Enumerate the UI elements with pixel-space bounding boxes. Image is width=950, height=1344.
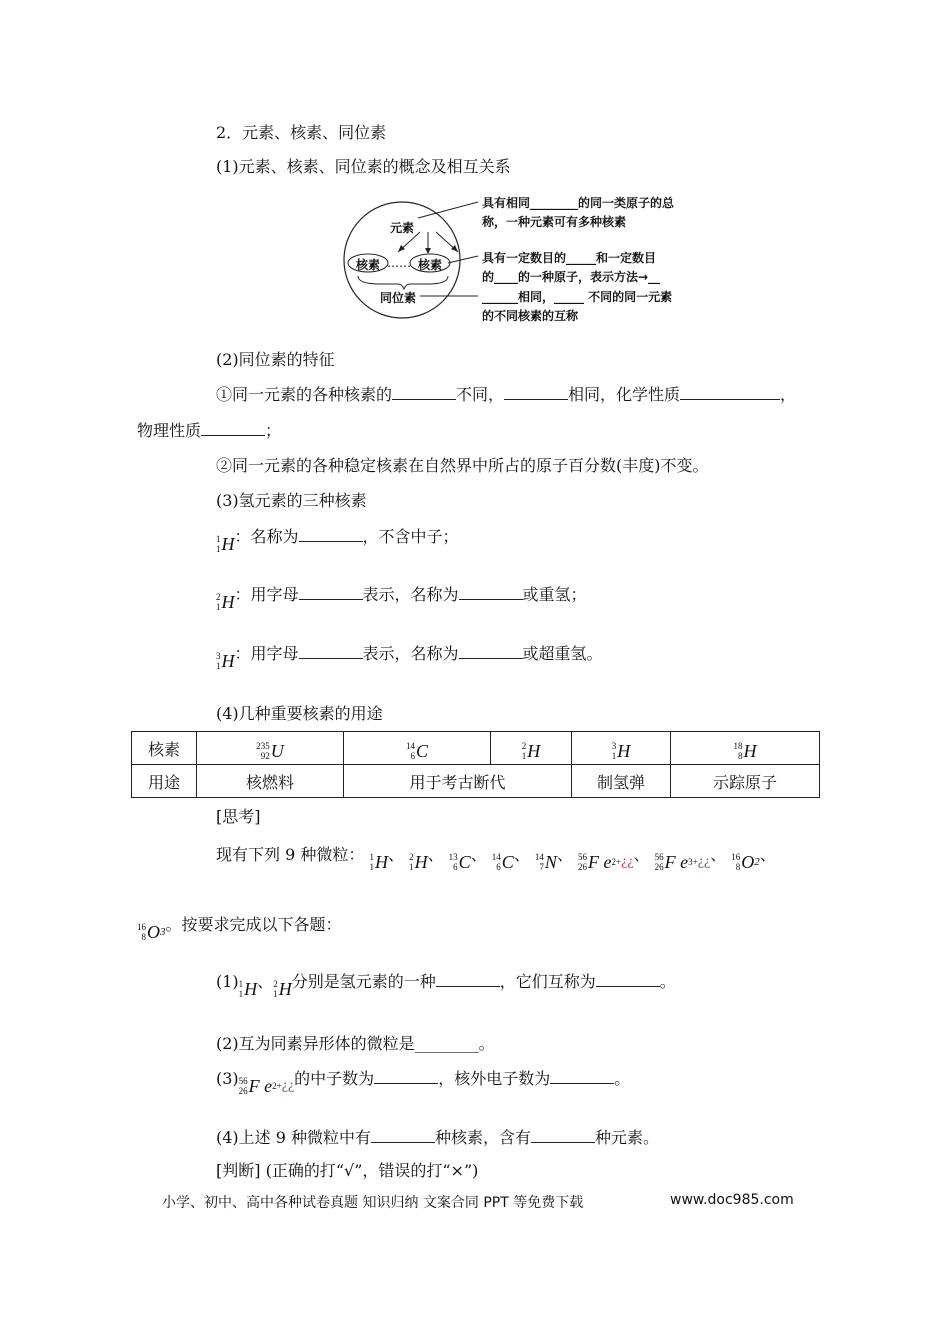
separator: 、 bbox=[759, 845, 776, 864]
particle-o2: 16 8 O 2 bbox=[731, 851, 760, 872]
blank bbox=[680, 385, 780, 400]
separator: 、 bbox=[513, 845, 530, 864]
feature-2: ②同一元素的各种稳定核素在自然界中所占的原子百分数(丰度)不变。 bbox=[216, 456, 709, 475]
question-1 bbox=[216, 969, 676, 1000]
subheading-concepts: (1)元素、核素、同位素的概念及相互关系 bbox=[216, 157, 511, 176]
text: ：用字母 bbox=[234, 644, 299, 663]
text: 相同，化学性质 bbox=[568, 385, 681, 404]
separator: 、 bbox=[427, 845, 444, 864]
footer-text: 小学、初中、高中各种试卷真题 知识归纳 文案合同 PPT 等免费下载 bbox=[162, 1195, 584, 1211]
diagram-note-nuclide-1: 具有一定数目的_____和一定数目 bbox=[482, 251, 657, 265]
nuclide-h3: 3 1 H bbox=[216, 650, 235, 671]
text: ：用字母 bbox=[234, 585, 299, 604]
text: 物理性质 bbox=[137, 421, 202, 440]
question-2: (2)互为同素异形体的微粒是________。 bbox=[216, 1034, 495, 1053]
separator: 、 bbox=[633, 845, 650, 864]
blank bbox=[299, 644, 363, 659]
nuclide-h2: 2 1 H bbox=[216, 591, 235, 612]
text: (1) bbox=[216, 972, 239, 991]
subheading-features: (2)同位素的特征 bbox=[216, 350, 335, 369]
text: ①同一元素的各种核素的 bbox=[216, 385, 393, 404]
text: 分别是氢元素的一种 bbox=[291, 972, 436, 991]
blank bbox=[201, 421, 265, 436]
particle-n14: 14 7 N bbox=[534, 851, 557, 872]
text: ，不含中子； bbox=[362, 527, 459, 546]
table-cell-use-4: 示踪原子 bbox=[671, 765, 820, 798]
blank bbox=[596, 972, 660, 987]
text: 不同， bbox=[456, 385, 505, 404]
feature-1-line-1 bbox=[216, 382, 796, 405]
particle-h1: 1 1 H bbox=[369, 851, 388, 872]
particle-h2: 2 1 H bbox=[409, 851, 428, 872]
question-4 bbox=[216, 1125, 659, 1148]
text: ：名称为 bbox=[234, 527, 299, 546]
blank bbox=[459, 644, 523, 659]
diagram-isotope-label: 同位素 bbox=[380, 291, 417, 305]
blank bbox=[504, 385, 568, 400]
text: 种元素。 bbox=[595, 1128, 660, 1147]
separator: 、 bbox=[710, 845, 727, 864]
hydrogen-tritium-line bbox=[216, 641, 603, 672]
diagram-note-nuclide-2: 的____的一种原子，表示方法→__ bbox=[482, 270, 661, 284]
nuclide-h1: 1 1 H bbox=[238, 978, 258, 999]
particle-o3: 16 8 O 3 bbox=[137, 921, 166, 942]
diagram-nuclide-right: 核素 bbox=[418, 258, 443, 272]
text: (3) bbox=[216, 1069, 239, 1088]
hydrogen-protium-line bbox=[216, 524, 459, 555]
nuclide-h1: 1 1 H bbox=[216, 533, 235, 554]
section-title: 2．元素、核素、同位素 bbox=[216, 123, 387, 142]
table-header-nuclide: 核素 bbox=[132, 732, 197, 765]
table-cell-use-3: 制氢弹 bbox=[572, 765, 671, 798]
feature-1-line-2 bbox=[137, 418, 281, 441]
blank bbox=[531, 1128, 595, 1143]
blank bbox=[436, 972, 500, 987]
text: ； bbox=[265, 421, 282, 440]
text: 。 bbox=[659, 972, 676, 991]
text: 。 bbox=[614, 1069, 631, 1088]
subheading-uses: (4)几种重要核素的用途 bbox=[216, 704, 383, 723]
think-label: [思考] bbox=[216, 807, 261, 826]
separator: 、 bbox=[387, 845, 404, 864]
text: 的中子数为 bbox=[294, 1069, 375, 1088]
text: 或超重氢。 bbox=[522, 644, 603, 663]
text: ，核外电子数为 bbox=[438, 1069, 551, 1088]
diagram-nuclide-left: 核素 bbox=[356, 258, 381, 272]
table-cell-use-1: 核燃料 bbox=[197, 765, 344, 798]
table-row bbox=[132, 765, 820, 798]
text: 。按要求完成以下各题： bbox=[165, 915, 342, 934]
blank bbox=[299, 527, 363, 542]
blank bbox=[550, 1069, 614, 1084]
particle-c13: 13 6 C bbox=[448, 851, 471, 872]
table-cell-c14: 14 6 C bbox=[344, 732, 491, 765]
nuclide-h2: 2 1 H bbox=[273, 978, 292, 999]
think-particles-line-2 bbox=[137, 912, 342, 943]
diagram-dots: …… bbox=[387, 256, 411, 270]
diagram-note-isotope-2: 的不同核素的互称 bbox=[482, 309, 579, 323]
table-cell-u235: 235 92 U bbox=[197, 732, 344, 765]
text: 或重氢； bbox=[522, 585, 587, 604]
text: 现有下列 9 种微粒： bbox=[216, 845, 365, 864]
diagram-note-element-2: 称，一种元素可有多种核素 bbox=[482, 215, 627, 229]
hydrogen-deuterium-line bbox=[216, 582, 587, 613]
blank bbox=[459, 585, 523, 600]
text: (4)上述 9 种微粒中有 bbox=[216, 1128, 372, 1147]
text: 种核素，含有 bbox=[435, 1128, 532, 1147]
separator: 、 bbox=[257, 972, 274, 991]
diagram-note-isotope-1: ______相同，_____ 不同的同一元素 bbox=[482, 290, 673, 304]
particle-fe2: 56 26 F e 2+ ¿ ¿ bbox=[238, 1075, 295, 1096]
question-3 bbox=[216, 1066, 630, 1097]
text: ，它们互称为 bbox=[499, 972, 596, 991]
text: ， bbox=[780, 385, 797, 404]
judge-label: [判断] (正确的打“√”，错误的打“×”) bbox=[216, 1161, 479, 1180]
subheading-hydrogen: (3)氢元素的三种核素 bbox=[216, 491, 367, 510]
footer-link[interactable]: www.doc985.com bbox=[670, 1192, 794, 1208]
particle-fe2: 56 26 F e 2+ ¿ ¿ bbox=[578, 851, 634, 872]
separator: 、 bbox=[470, 845, 487, 864]
text: 表示，名称为 bbox=[362, 644, 459, 663]
separator: 、 bbox=[556, 845, 573, 864]
text: 表示，名称为 bbox=[362, 585, 459, 604]
blank bbox=[392, 385, 456, 400]
think-particles-line bbox=[216, 842, 776, 873]
particle-fe3: 56 26 F e 3+ ¿ ¿ bbox=[654, 851, 711, 872]
table-cell-h2: 2 1 H bbox=[491, 732, 572, 765]
particle-c14: 14 6 C bbox=[491, 851, 514, 872]
table-cell-use-2: 用于考古断代 bbox=[344, 765, 572, 798]
blank bbox=[299, 585, 363, 600]
table-row bbox=[132, 732, 820, 765]
blank bbox=[374, 1069, 438, 1084]
blank bbox=[371, 1128, 435, 1143]
diagram-element-label: 元素 bbox=[390, 221, 415, 235]
nuclide-uses-table bbox=[131, 731, 820, 798]
table-header-use: 用途 bbox=[132, 765, 197, 798]
table-cell-h18: 18 8 H bbox=[671, 732, 820, 765]
table-cell-h3: 3 1 H bbox=[572, 732, 671, 765]
diagram-note-element-1: 具有相同________的同一类原子的总 bbox=[482, 196, 675, 210]
